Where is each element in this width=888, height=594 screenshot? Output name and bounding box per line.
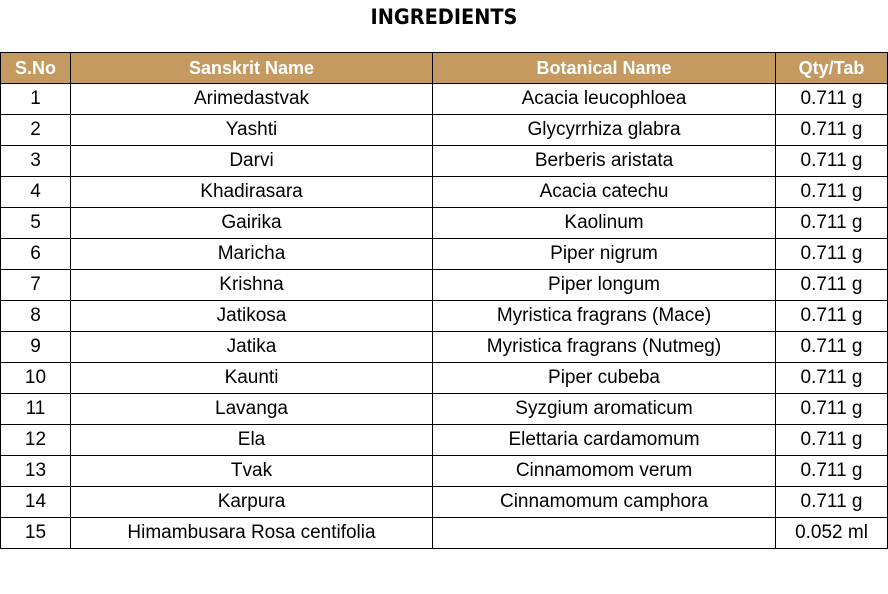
table-row <box>1 425 888 456</box>
cell-botanical-name <box>433 518 776 549</box>
cell-sanskrit-name: Maricha <box>71 239 433 270</box>
ingredients-table <box>0 52 888 549</box>
table-row <box>1 363 888 394</box>
cell-qty: 0.711 g <box>776 270 888 301</box>
cell-botanical-name: Kaolinum <box>433 208 776 239</box>
cell-sno: 11 <box>1 394 71 425</box>
table-row <box>1 115 888 146</box>
cell-sno: 10 <box>1 363 71 394</box>
cell-sanskrit-name: Gairika <box>71 208 433 239</box>
cell-qty: 0.711 g <box>776 425 888 456</box>
cell-botanical-name: Acacia catechu <box>433 177 776 208</box>
cell-sno: 2 <box>1 115 71 146</box>
cell-sno: 5 <box>1 208 71 239</box>
cell-sno: 8 <box>1 301 71 332</box>
cell-botanical-name: Piper longum <box>433 270 776 301</box>
cell-sno: 6 <box>1 239 71 270</box>
cell-qty: 0.711 g <box>776 363 888 394</box>
cell-qty: 0.711 g <box>776 394 888 425</box>
cell-qty: 0.711 g <box>776 332 888 363</box>
cell-botanical-name: Glycyrrhiza glabra <box>433 115 776 146</box>
cell-botanical-name: Myristica fragrans (Mace) <box>433 301 776 332</box>
table-row <box>1 301 888 332</box>
cell-qty: 0.711 g <box>776 301 888 332</box>
cell-botanical-name: Cinnamomum camphora <box>433 487 776 518</box>
table-row <box>1 208 888 239</box>
cell-qty: 0.052 ml <box>776 518 888 549</box>
cell-sno: 1 <box>1 84 71 115</box>
cell-sanskrit-name: Jatikosa <box>71 301 433 332</box>
cell-sanskrit-name: Kaunti <box>71 363 433 394</box>
cell-botanical-name: Cinnamomom verum <box>433 456 776 487</box>
table-row <box>1 239 888 270</box>
cell-sanskrit-name: Ela <box>71 425 433 456</box>
header-botanical-name: Botanical Name <box>433 53 776 84</box>
cell-botanical-name: Piper nigrum <box>433 239 776 270</box>
cell-sno: 9 <box>1 332 71 363</box>
header-sanskrit-name: Sanskrit Name <box>71 53 433 84</box>
table-header-row <box>1 53 888 84</box>
table-row <box>1 332 888 363</box>
cell-botanical-name: Syzgium aromaticum <box>433 394 776 425</box>
cell-sno: 12 <box>1 425 71 456</box>
header-qty-tab: Qty/Tab <box>776 53 888 84</box>
table-row <box>1 518 888 549</box>
table-row <box>1 487 888 518</box>
cell-qty: 0.711 g <box>776 115 888 146</box>
cell-sanskrit-name: Krishna <box>71 270 433 301</box>
cell-qty: 0.711 g <box>776 487 888 518</box>
table-row <box>1 394 888 425</box>
cell-sanskrit-name: Darvi <box>71 146 433 177</box>
cell-qty: 0.711 g <box>776 239 888 270</box>
cell-botanical-name: Acacia leucophloea <box>433 84 776 115</box>
cell-sanskrit-name: Lavanga <box>71 394 433 425</box>
cell-qty: 0.711 g <box>776 146 888 177</box>
cell-sno: 4 <box>1 177 71 208</box>
cell-sno: 14 <box>1 487 71 518</box>
cell-botanical-name: Elettaria cardamomum <box>433 425 776 456</box>
cell-sanskrit-name: Jatika <box>71 332 433 363</box>
table-row <box>1 84 888 115</box>
cell-sno: 15 <box>1 518 71 549</box>
cell-sno: 13 <box>1 456 71 487</box>
table-row <box>1 456 888 487</box>
cell-botanical-name: Piper cubeba <box>433 363 776 394</box>
cell-qty: 0.711 g <box>776 456 888 487</box>
cell-sanskrit-name: Yashti <box>71 115 433 146</box>
cell-sno: 3 <box>1 146 71 177</box>
cell-sanskrit-name: Arimedastvak <box>71 84 433 115</box>
cell-botanical-name: Berberis aristata <box>433 146 776 177</box>
cell-sanskrit-name: Khadirasara <box>71 177 433 208</box>
cell-qty: 0.711 g <box>776 208 888 239</box>
page-title: INGREDIENTS <box>370 5 518 29</box>
table-row <box>1 270 888 301</box>
cell-sanskrit-name: Tvak <box>71 456 433 487</box>
header-sno: S.No <box>1 53 71 84</box>
cell-botanical-name: Myristica fragrans (Nutmeg) <box>433 332 776 363</box>
cell-qty: 0.711 g <box>776 84 888 115</box>
table-row <box>1 177 888 208</box>
cell-sanskrit-name: Himambusara Rosa centifolia <box>71 518 433 549</box>
cell-qty: 0.711 g <box>776 177 888 208</box>
cell-sno: 7 <box>1 270 71 301</box>
table-row <box>1 146 888 177</box>
cell-sanskrit-name: Karpura <box>71 487 433 518</box>
